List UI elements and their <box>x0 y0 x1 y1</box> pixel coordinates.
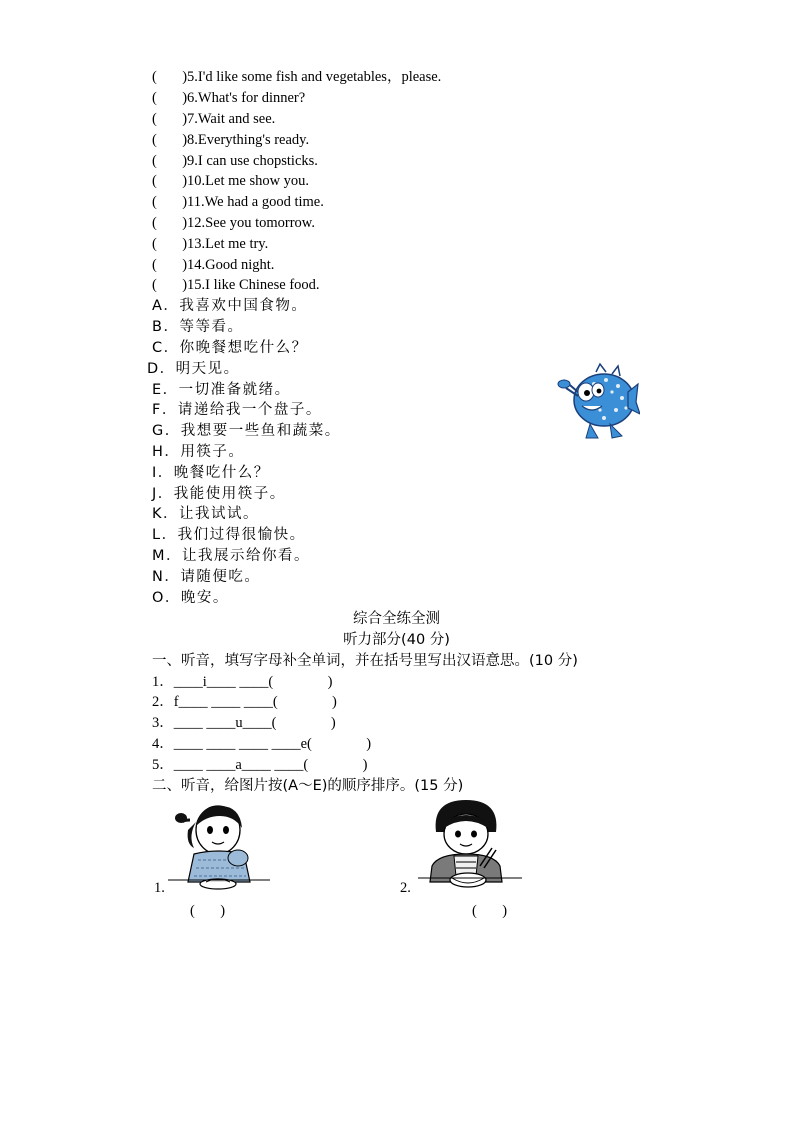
fill-word-item: 5．____ ____a____ ____( ) <box>152 757 368 773</box>
picture-answer-blank: ( ) <box>190 903 226 919</box>
matching-option: C．你晚餐想吃什么？ <box>152 340 308 356</box>
matching-option: D．明天见。 <box>147 361 240 377</box>
section-1-heading: 一、听音，填写字母补全单词，并在括号里写出汉语意思。(10 分) <box>152 653 578 669</box>
matching-option: B．等等看。 <box>152 319 244 335</box>
matching-item: ( )7.Wait and see. <box>152 111 276 127</box>
picture-number: 2. <box>400 880 411 896</box>
fish-mascot-illustration <box>556 362 640 442</box>
matching-item: ( )6.What's for dinner? <box>152 90 306 106</box>
matching-item: ( )11.We had a good time. <box>152 194 324 210</box>
girl-eating-illustration <box>168 800 270 892</box>
matching-option: H．用筷子。 <box>152 444 245 460</box>
matching-item: ( )12.See you tomorrow. <box>152 215 315 231</box>
matching-item: ( )5.I'd like some fish and vegetables，please. <box>152 69 442 85</box>
matching-option: F．请递给我一个盘子。 <box>152 402 322 418</box>
matching-option: G．我想要一些鱼和蔬菜。 <box>152 423 341 439</box>
matching-option: J．我能使用筷子。 <box>152 486 286 502</box>
picture-number: 1. <box>154 880 165 896</box>
matching-item: ( )8.Everything's ready. <box>152 132 310 148</box>
matching-option: K．让我试试。 <box>152 506 260 522</box>
fill-word-item: 2．f____ ____ ____( ) <box>152 694 337 710</box>
test-title: 综合全练全测 <box>353 611 440 627</box>
test-subtitle: 听力部分(40 分) <box>343 632 450 648</box>
matching-option: O．晚安。 <box>152 590 229 606</box>
matching-item: ( )9.I can use chopsticks. <box>152 153 318 169</box>
section-2-heading: 二、听音，给图片按(A～E)的顺序排序。(15 分) <box>152 778 464 794</box>
matching-item: ( )15.I like Chinese food. <box>152 277 320 293</box>
matching-option: E．一切准备就绪。 <box>152 382 291 398</box>
boy-eating-illustration <box>418 796 522 892</box>
picture-answer-blank: ( ) <box>472 903 508 919</box>
matching-option: N．请随便吃。 <box>152 569 261 585</box>
fill-word-item: 1．____i____ ____( ) <box>152 674 333 690</box>
matching-item: ( )10.Let me show you. <box>152 173 310 189</box>
matching-option: L．我们过得很愉快。 <box>152 527 306 543</box>
fill-word-item: 3．____ ____u____( ) <box>152 715 336 731</box>
fill-word-item: 4．____ ____ ____ ____e( ) <box>152 736 372 752</box>
matching-item: ( )13.Let me try. <box>152 236 269 252</box>
matching-option: M．让我展示给你看。 <box>152 548 311 564</box>
matching-option: A．我喜欢中国食物。 <box>152 298 308 314</box>
matching-option: I．晚餐吃什么？ <box>152 465 270 481</box>
matching-item: ( )14.Good night. <box>152 257 275 273</box>
